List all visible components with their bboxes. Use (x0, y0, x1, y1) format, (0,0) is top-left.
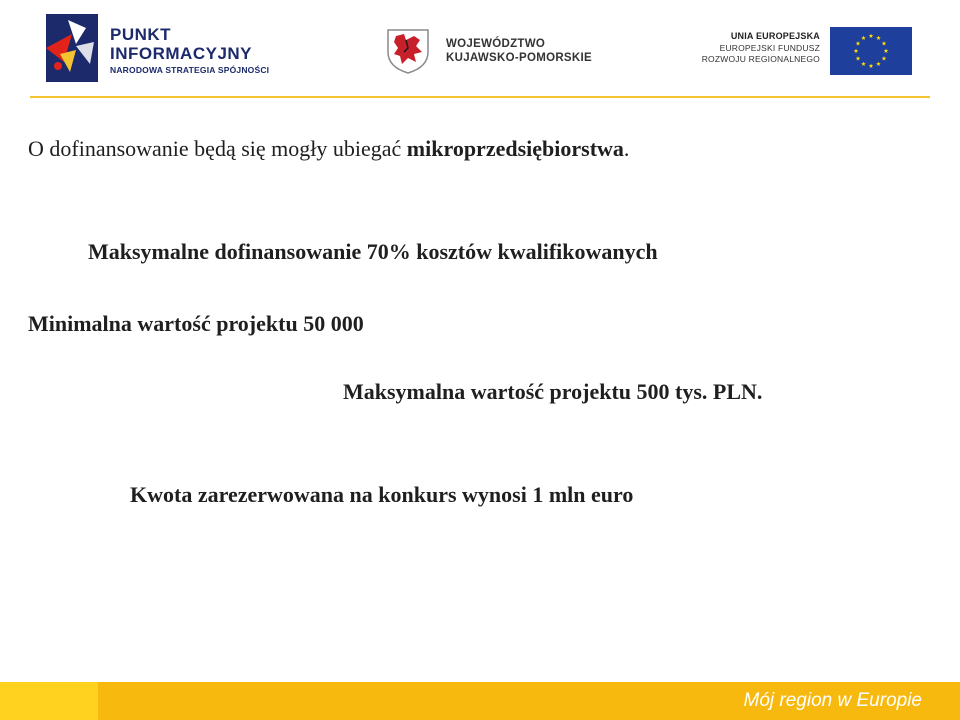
min-project-value-text: Minimalna wartość projektu 50 000 (28, 311, 364, 336)
eligibility-emphasis: mikroprzedsiębiorstwa (406, 136, 624, 161)
reserved-amount-text: Kwota zarezerwowana na konkurs wynosi 1 mln euro (130, 482, 634, 507)
eu-logo (680, 27, 912, 75)
slide-footer (0, 682, 960, 720)
footer-slogan: Mój region w Europie (743, 690, 922, 711)
logo-title: PUNKT (110, 25, 172, 44)
region-line-1: WOJEWÓDZTWO (446, 38, 546, 50)
eligibility-prefix: O dofinansowanie będą się mogły ubiegać (28, 136, 407, 161)
region-line-2: KUJAWSKO-POMORSKIE (446, 52, 592, 65)
griffin-crest-icon (384, 26, 432, 74)
eu-flag-icon (830, 27, 912, 75)
footer-accent-block (0, 682, 98, 720)
footer-bar (98, 682, 960, 720)
eu-line-2: EUROPEJSKI FUNDUSZ (719, 42, 820, 53)
punkt-informacyjny-text (110, 26, 269, 75)
header-divider (30, 96, 930, 98)
max-funding-text: Maksymalne dofinansowanie 70% kosztów kwalifikowanych (88, 239, 658, 264)
region-name (446, 37, 592, 66)
eu-line-1: UNIA EUROPEJSKA (730, 31, 820, 41)
eligibility-suffix: . (623, 136, 630, 161)
punkt-informacyjny-logo-icon (46, 14, 98, 82)
punkt-informacyjny-logo (46, 14, 306, 82)
logo-title-2: INFORMACYJNY (110, 44, 253, 63)
eu-fund-name (702, 31, 820, 65)
eu-line-3: ROZWOJU REGIONALNEGO (701, 53, 820, 64)
slide-header (0, 0, 960, 96)
logo-subtitle: NARODOWA STRATEGIA SPÓJNOŚCI (110, 65, 270, 75)
eligibility-text (28, 136, 629, 162)
region-logo (384, 26, 614, 74)
max-project-value-text: Maksymalna wartość projektu 500 tys. PLN. (343, 379, 763, 404)
